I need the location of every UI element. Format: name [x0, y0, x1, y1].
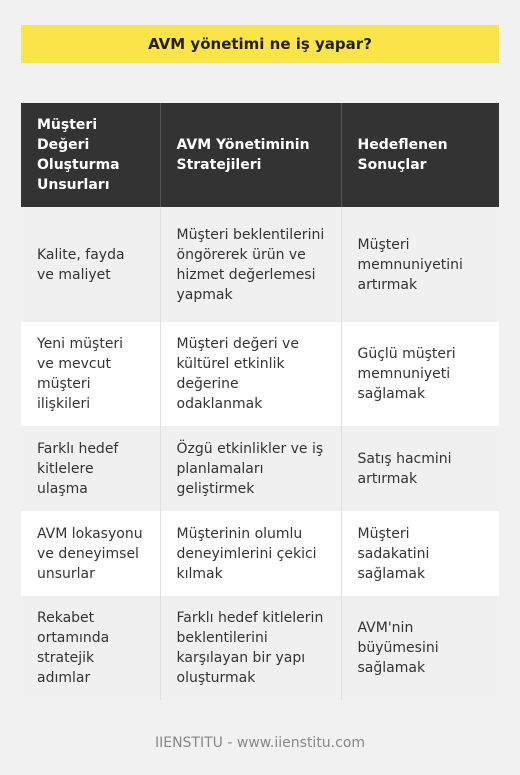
table-cell: Özgü etkinlikler ve iş planlamaları geliştirmek — [160, 426, 341, 511]
table-cell: Müşteri değeri ve kültürel etkinlik değerine odaklanmak — [160, 322, 341, 426]
data-table — [21, 103, 499, 700]
column-header-target-results: Hedeflenen Sonuçlar — [341, 103, 499, 207]
table-cell: Rekabet ortamında stratejik adımlar — [21, 596, 160, 700]
column-header-value-elements: Müşteri Değeri Oluşturma Unsurları — [21, 103, 160, 207]
column-header-strategies: AVM Yönetiminin Stratejileri — [160, 103, 341, 207]
table-row — [21, 207, 499, 322]
table-cell: Müşterinin olumlu deneyimlerini çekici kılmak — [160, 511, 341, 596]
footer-credit: IIENSTITU - www.iienstitu.com — [154, 735, 366, 751]
table-cell: Farklı hedef kitlelere ulaşma — [21, 426, 160, 511]
table-cell: Müşteri sadakatini sağlamak — [341, 511, 499, 596]
table-cell: Satış hacmini artırmak — [341, 426, 499, 511]
table-row — [21, 596, 499, 700]
table-row — [21, 322, 499, 426]
table-cell: Güçlü müşteri memnuniyeti sağlamak — [341, 322, 499, 426]
table-cell: AVM'nin büyümesini sağlamak — [341, 596, 499, 700]
table-cell: Kalite, fayda ve maliyet — [21, 207, 160, 322]
table-cell: Farklı hedef kitlelerin beklentilerini karşılayan bir yapı oluşturmak — [160, 596, 341, 700]
page-title: AVM yönetimi ne iş yapar? — [21, 25, 499, 63]
table-row — [21, 426, 499, 511]
table-cell: Müşteri beklentilerini öngörerek ürün ve hizmet değerlemesi yapmak — [160, 207, 341, 322]
table-row — [21, 511, 499, 596]
table-cell: AVM lokasyonu ve deneyimsel unsurlar — [21, 511, 160, 596]
table-header-row — [21, 103, 499, 207]
table-cell: Müşteri memnuniyetini artırmak — [341, 207, 499, 322]
table-cell: Yeni müşteri ve mevcut müşteri ilişkileri — [21, 322, 160, 426]
